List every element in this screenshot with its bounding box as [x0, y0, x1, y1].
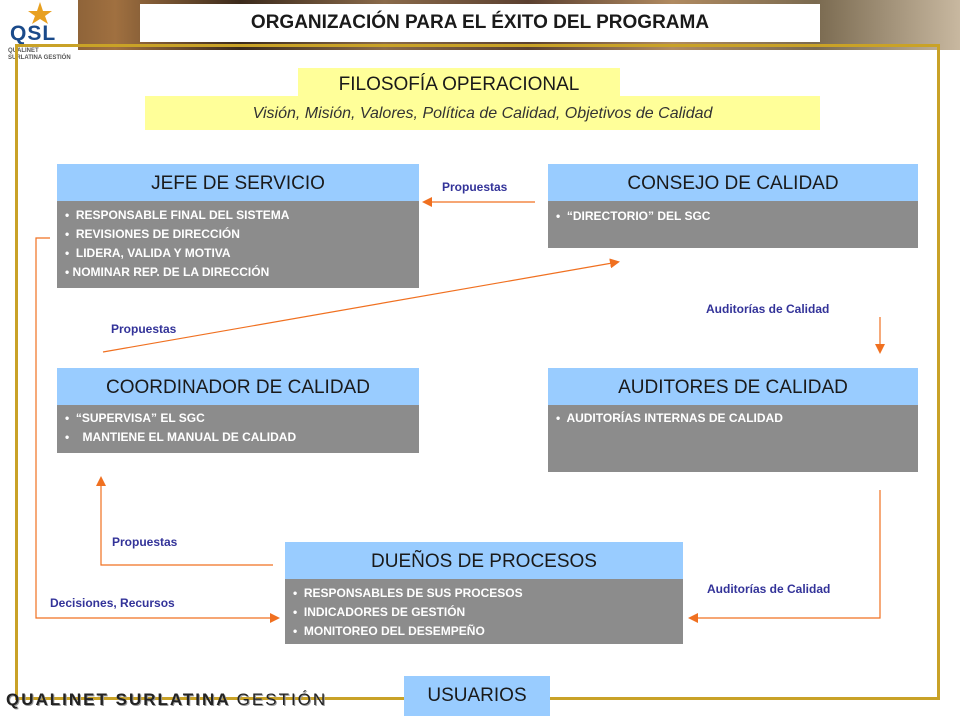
- philosophy-subtitle: Visión, Misión, Valores, Política de Calidad, Objetivos de Calidad: [145, 96, 820, 130]
- box-title: DUEÑOS DE PROCESOS: [285, 542, 683, 579]
- box-title: JEFE DE SERVICIO: [57, 164, 419, 201]
- label-auditorias-top: Auditorías de Calidad: [706, 302, 830, 316]
- list-item: • MONITOREO DEL DESEMPEÑO: [293, 624, 485, 638]
- arrow-auditores-to-duenos: [690, 490, 880, 618]
- list-item: • RESPONSABLE FINAL DEL SISTEMA: [65, 208, 290, 222]
- logo-text: QSL: [10, 22, 57, 45]
- box-title: AUDITORES DE CALIDAD: [548, 368, 918, 405]
- label-propuestas-mid: Propuestas: [111, 322, 177, 336]
- arrow-duenos-to-coordinador: [101, 478, 273, 565]
- list-item: • MANTIENE EL MANUAL DE CALIDAD: [65, 430, 297, 444]
- list-item: • REVISIONES DE DIRECCIÓN: [65, 227, 240, 241]
- usuarios-box: USUARIOS: [404, 676, 550, 716]
- box-title: COORDINADOR DE CALIDAD: [57, 368, 419, 405]
- label-propuestas-top: Propuestas: [442, 180, 508, 194]
- list-item: • AUDITORÍAS INTERNAS DE CALIDAD: [556, 411, 783, 425]
- list-item: • INDICADORES DE GESTIÓN: [293, 605, 466, 619]
- label-propuestas-low: Propuestas: [112, 535, 178, 549]
- list-item: • “SUPERVISA” EL SGC: [65, 411, 205, 425]
- philosophy-label: FILOSOFÍA OPERACIONAL: [298, 68, 620, 98]
- arrow-jefe-to-duenos: [36, 238, 278, 618]
- logo-subtext: QUALINET SURLATINA GESTIÓN: [8, 48, 71, 61]
- footer-brand: QUALINET SURLATINA GESTIÓN: [6, 690, 328, 709]
- label-decisiones-recursos: Decisiones, Recursos: [50, 596, 175, 610]
- list-item: • LIDERA, VALIDA Y MOTIVA: [65, 246, 231, 260]
- list-item: • “DIRECTORIO” DEL SGC: [556, 209, 711, 223]
- arrow-coordinador-to-consejo: [103, 262, 618, 352]
- box-title: CONSEJO DE CALIDAD: [548, 164, 918, 201]
- label-auditorias-low: Auditorías de Calidad: [707, 582, 831, 596]
- page-title: ORGANIZACIÓN PARA EL ÉXITO DEL PROGRAMA: [140, 4, 820, 42]
- list-item: • NOMINAR REP. DE LA DIRECCIÓN: [65, 265, 270, 279]
- list-item: • RESPONSABLES DE SUS PROCESOS: [293, 586, 523, 600]
